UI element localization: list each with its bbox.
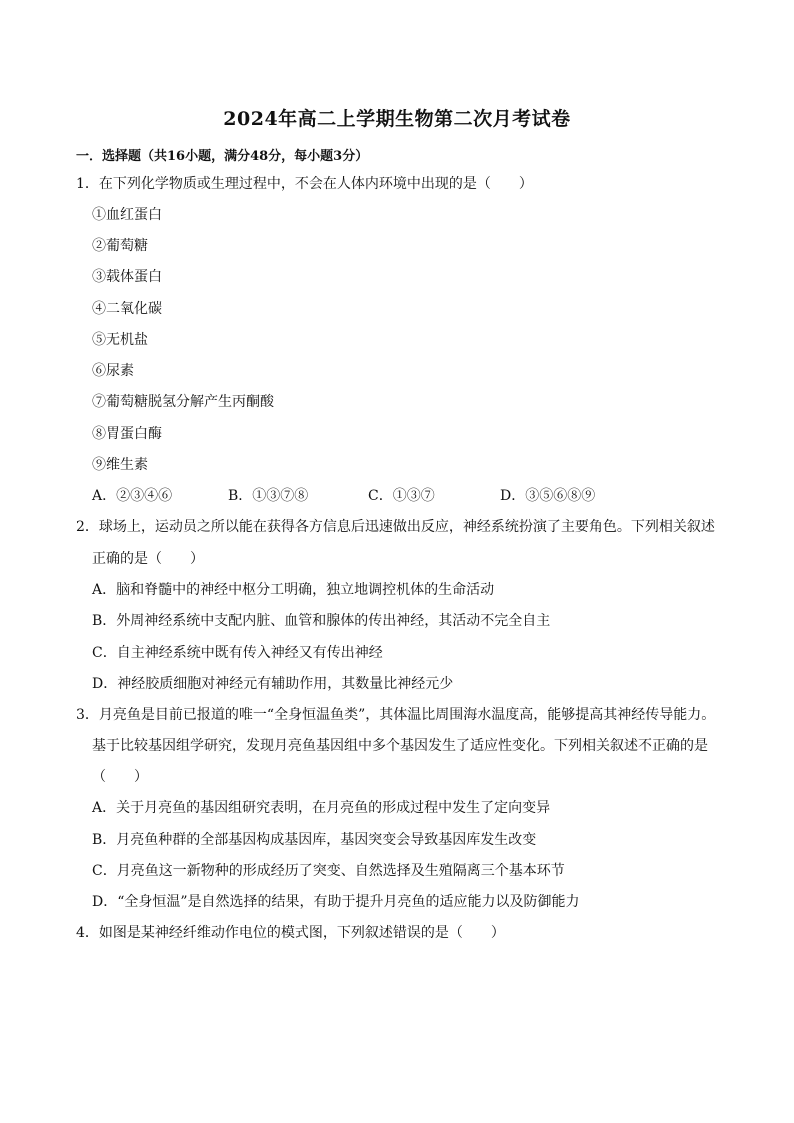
question-1-stem: 1．在下列化学物质或生理过程中，不会在人体内环境中出现的是（ ） [76, 176, 533, 192]
q1-option-a[interactable]: A．②③④⑥ [92, 488, 173, 504]
section-heading: 一．选择题（共16小题，满分48分，每小题3分） [76, 149, 369, 164]
q3-option-b[interactable]: B．月亮鱼种群的全部基因构成基因库，基因突变会导致基因库发生改变 [92, 832, 537, 848]
q1-item-1: ①血红蛋白 [92, 207, 162, 223]
q3-option-d[interactable]: D．“全身恒温”是自然选择的结果，有助于提升月亮鱼的适应能力以及防御能力 [92, 894, 580, 910]
q1-option-d[interactable]: D．③⑤⑥⑧⑨ [500, 488, 596, 504]
question-3-stem-line-3: （ ） [92, 769, 148, 785]
q1-item-6: ⑥尿素 [92, 363, 134, 379]
q1-item-3: ③载体蛋白 [92, 269, 162, 285]
q1-item-9: ⑨维生素 [92, 457, 148, 473]
q1-item-4: ④二氧化碳 [92, 301, 162, 317]
q2-option-c[interactable]: C．自主神经系统中既有传入神经又有传出神经 [92, 645, 383, 661]
question-3-stem-line-1: 3．月亮鱼是目前已报道的唯一“全身恒温鱼类”，其体温比周围海水温度高，能够提高其神经传导能力。 [76, 707, 716, 723]
page-title: 2024年高二上学期生物第二次月考试卷 [223, 108, 571, 130]
q1-option-c[interactable]: C．①③⑦ [368, 488, 435, 504]
q1-option-b[interactable]: B．①③⑦⑧ [228, 488, 309, 504]
q2-option-d[interactable]: D．神经胶质细胞对神经元有辅助作用，其数量比神经元少 [92, 676, 454, 692]
q1-item-7: ⑦葡萄糖脱氢分解产生丙酮酸 [92, 394, 274, 410]
q3-option-a[interactable]: A．关于月亮鱼的基因组研究表明，在月亮鱼的形成过程中发生了定向变异 [92, 800, 551, 816]
q2-option-a[interactable]: A．脑和脊髓中的神经中枢分工明确，独立地调控机体的生命活动 [92, 582, 495, 598]
question-2-stem-line-2: 正确的是（ ） [92, 551, 204, 567]
q1-item-5: ⑤无机盐 [92, 332, 148, 348]
q2-option-b[interactable]: B．外周神经系统中支配内脏、血管和腺体的传出神经，其活动不完全自主 [92, 613, 551, 629]
question-2-stem-line-1: 2．球场上，运动员之所以能在获得各方信息后迅速做出反应，神经系统扮演了主要角色。下列相关叙述 [76, 519, 715, 535]
q3-option-c[interactable]: C．月亮鱼这一新物种的形成经历了突变、自然选择及生殖隔离三个基本环节 [92, 863, 565, 879]
q1-item-8: ⑧胃蛋白酶 [92, 426, 162, 442]
question-3-stem-line-2: 基于比较基因组学研究，发现月亮鱼基因组中多个基因发生了适应性变化。下列相关叙述不正确的是 [92, 738, 708, 754]
question-4-stem: 4．如图是某神经纤维动作电位的模式图，下列叙述错误的是（ ） [76, 925, 505, 941]
q1-item-2: ②葡萄糖 [92, 238, 148, 254]
